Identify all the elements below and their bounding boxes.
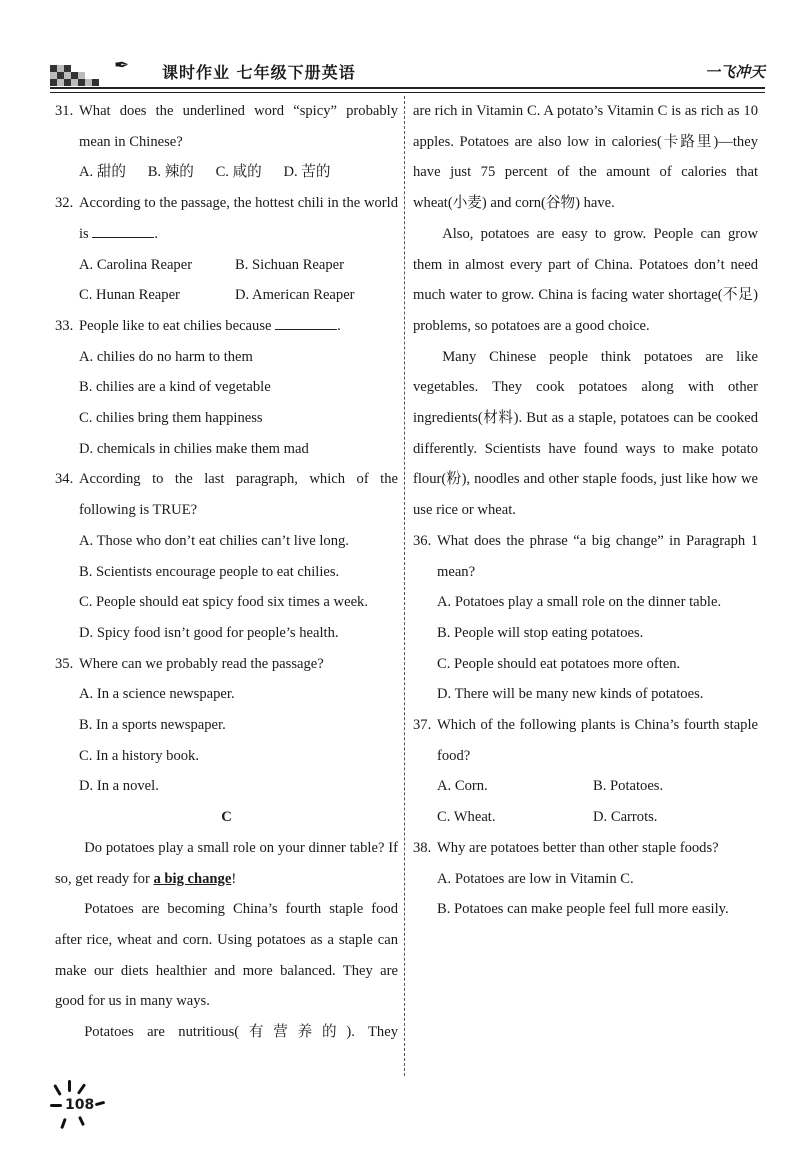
option-d: D. Spicy food isn’t good for people’s health. xyxy=(79,624,339,641)
options-37-row2 xyxy=(413,802,758,833)
option-d: D. chemicals in chilies make them mad xyxy=(79,440,309,457)
pen-icon: ✒ xyxy=(114,55,130,75)
header-title: 课时作业 七年级下册英语 xyxy=(162,63,356,82)
question-34 xyxy=(55,464,398,525)
underlined-phrase: a big change xyxy=(153,870,232,887)
option-a: A. Potatoes play a small role on the dinner table. xyxy=(437,594,722,611)
option-d: D. In a novel. xyxy=(79,778,159,795)
paragraph-text-end: ! xyxy=(231,870,237,887)
question-text: According to the passage, the hottest chili in the world is xyxy=(79,195,398,242)
option-a: A. Carolina Reaper xyxy=(79,256,193,273)
question-number: 35. xyxy=(55,655,74,672)
left-column xyxy=(55,96,398,1048)
option-c: C. People should eat potatoes more often. xyxy=(437,655,681,672)
option-a: A. Corn. xyxy=(437,778,488,795)
options-37-row1 xyxy=(413,771,758,802)
question-text-end: . xyxy=(154,225,159,242)
header-brand: 一飞冲天 xyxy=(704,63,765,81)
option-c: C. People should eat spicy food six times a week. xyxy=(79,594,368,611)
ray-icon xyxy=(95,1101,105,1106)
question-text-end: . xyxy=(337,317,341,334)
option-b: B. Potatoes. xyxy=(593,778,664,795)
ray-icon xyxy=(78,1116,85,1126)
option-b: B. 辣的 xyxy=(147,164,194,181)
option-a: A. 甜的 xyxy=(79,164,127,181)
section-heading: C xyxy=(221,809,232,826)
passage-paragraph-5: Many Chinese people think potatoes are like vegetables. They cook potatoes along with other ingredients(材料). But as a staple, potatoes can be cooked differently. Scientists have found ways to make potato flour(粉), noodles and other staple foods, just like how we use rice or wheat. xyxy=(413,348,758,519)
ray-icon xyxy=(60,1118,67,1129)
option-a: A. chilies do no harm to them xyxy=(79,348,253,365)
column-divider xyxy=(404,96,405,1076)
question-number: 38. xyxy=(413,839,432,856)
option-a: A. In a science newspaper. xyxy=(79,686,235,703)
option-b: B. chilies are a kind of vegetable xyxy=(79,379,271,396)
question-32 xyxy=(55,188,398,249)
paragraph-text: Do potatoes play a small role on your dinner table? If so, get ready for xyxy=(55,839,398,887)
option-a: A. Those who don’t eat chilies can’t live long. xyxy=(79,532,349,549)
question-number: 33. xyxy=(55,317,74,334)
option-b: B. People will stop eating potatoes. xyxy=(437,624,644,641)
answer-blank xyxy=(275,317,337,330)
page-number: 108 xyxy=(65,1097,95,1113)
header-rule-thin xyxy=(50,92,765,93)
page-number-badge xyxy=(50,1078,110,1138)
question-31 xyxy=(55,96,398,157)
question-text: According to the last paragraph, which of the following is TRUE? xyxy=(79,471,398,519)
question-text: Which of the following plants is China’s fourth staple food? xyxy=(437,717,758,764)
option-d: D. 苦的 xyxy=(283,164,331,181)
passage-paragraph-4: Also, potatoes are easy to grow. People can grow them in almost every part of China. Potatoes don’t need much water to grow. China is facing water shortage(不足) problems, so potatoes are a good choice. xyxy=(413,225,758,334)
option-d: D. Carrots. xyxy=(593,809,658,826)
option-b: B. In a sports newspaper. xyxy=(79,717,226,734)
question-number: 37. xyxy=(413,717,432,734)
passage-paragraph-2: Potatoes are becoming China’s fourth staple food after rice, wheat and corn. Using potatoes as a staple can make our diets healthier and more balanced. They are good for us in many ways. xyxy=(55,901,398,1010)
answer-blank xyxy=(92,225,154,238)
question-35 xyxy=(55,649,398,680)
page-header xyxy=(50,55,765,93)
question-number: 36. xyxy=(413,532,432,549)
passage-paragraph-1 xyxy=(55,833,398,894)
question-38 xyxy=(413,833,758,864)
question-number: 34. xyxy=(55,471,74,488)
options-32-row1 xyxy=(55,250,398,281)
options-31 xyxy=(55,157,398,188)
passage-paragraph-3-cont: are rich in Vitamin C. A potato’s Vitamin C is as rich as 10 apples. Potatoes are also low in calories(卡路里)—they have just 75 percent of the amount of calories that wheat(小麦) and corn(谷物) have. xyxy=(413,103,758,212)
question-37 xyxy=(413,710,758,771)
question-text: Why are potatoes better than other staple foods? xyxy=(437,839,719,856)
option-d: D. There will be many new kinds of potatoes. xyxy=(437,686,704,703)
question-text: Where can we probably read the passage? xyxy=(79,655,324,672)
option-c: C. chilies bring them happiness xyxy=(79,410,263,427)
header-rule xyxy=(50,87,765,89)
ray-icon xyxy=(68,1080,71,1092)
ray-icon xyxy=(53,1084,62,1096)
option-b: B. Scientists encourage people to eat chilies. xyxy=(79,563,340,580)
option-b: B. Potatoes can make people feel full more easily. xyxy=(437,901,729,918)
checker-logo-icon xyxy=(50,57,102,87)
ray-icon xyxy=(77,1083,86,1095)
ray-icon xyxy=(50,1104,62,1107)
option-c: C. In a history book. xyxy=(79,747,199,764)
question-text: People like to eat chilies because xyxy=(79,317,272,334)
question-number: 31. xyxy=(55,103,74,119)
option-c: C. Hunan Reaper xyxy=(79,287,180,304)
option-c: C. 咸的 xyxy=(215,164,262,181)
right-column xyxy=(413,96,758,925)
option-b: B. Sichuan Reaper xyxy=(235,256,345,273)
option-c: C. Wheat. xyxy=(437,809,496,826)
question-33 xyxy=(55,311,398,342)
question-text: What does the phrase “a big change” in Paragraph 1 mean? xyxy=(437,532,758,580)
option-a: A. Potatoes are low in Vitamin C. xyxy=(437,870,634,887)
question-36 xyxy=(413,526,758,587)
options-32-row2 xyxy=(55,280,398,311)
question-text: What does the underlined word “spicy” probably mean in Chinese? xyxy=(79,103,398,150)
passage-paragraph-3-start: Potatoes are nutritious(有营养的). They xyxy=(84,1024,398,1041)
option-d: D. American Reaper xyxy=(235,287,355,304)
question-number: 32. xyxy=(55,195,74,212)
